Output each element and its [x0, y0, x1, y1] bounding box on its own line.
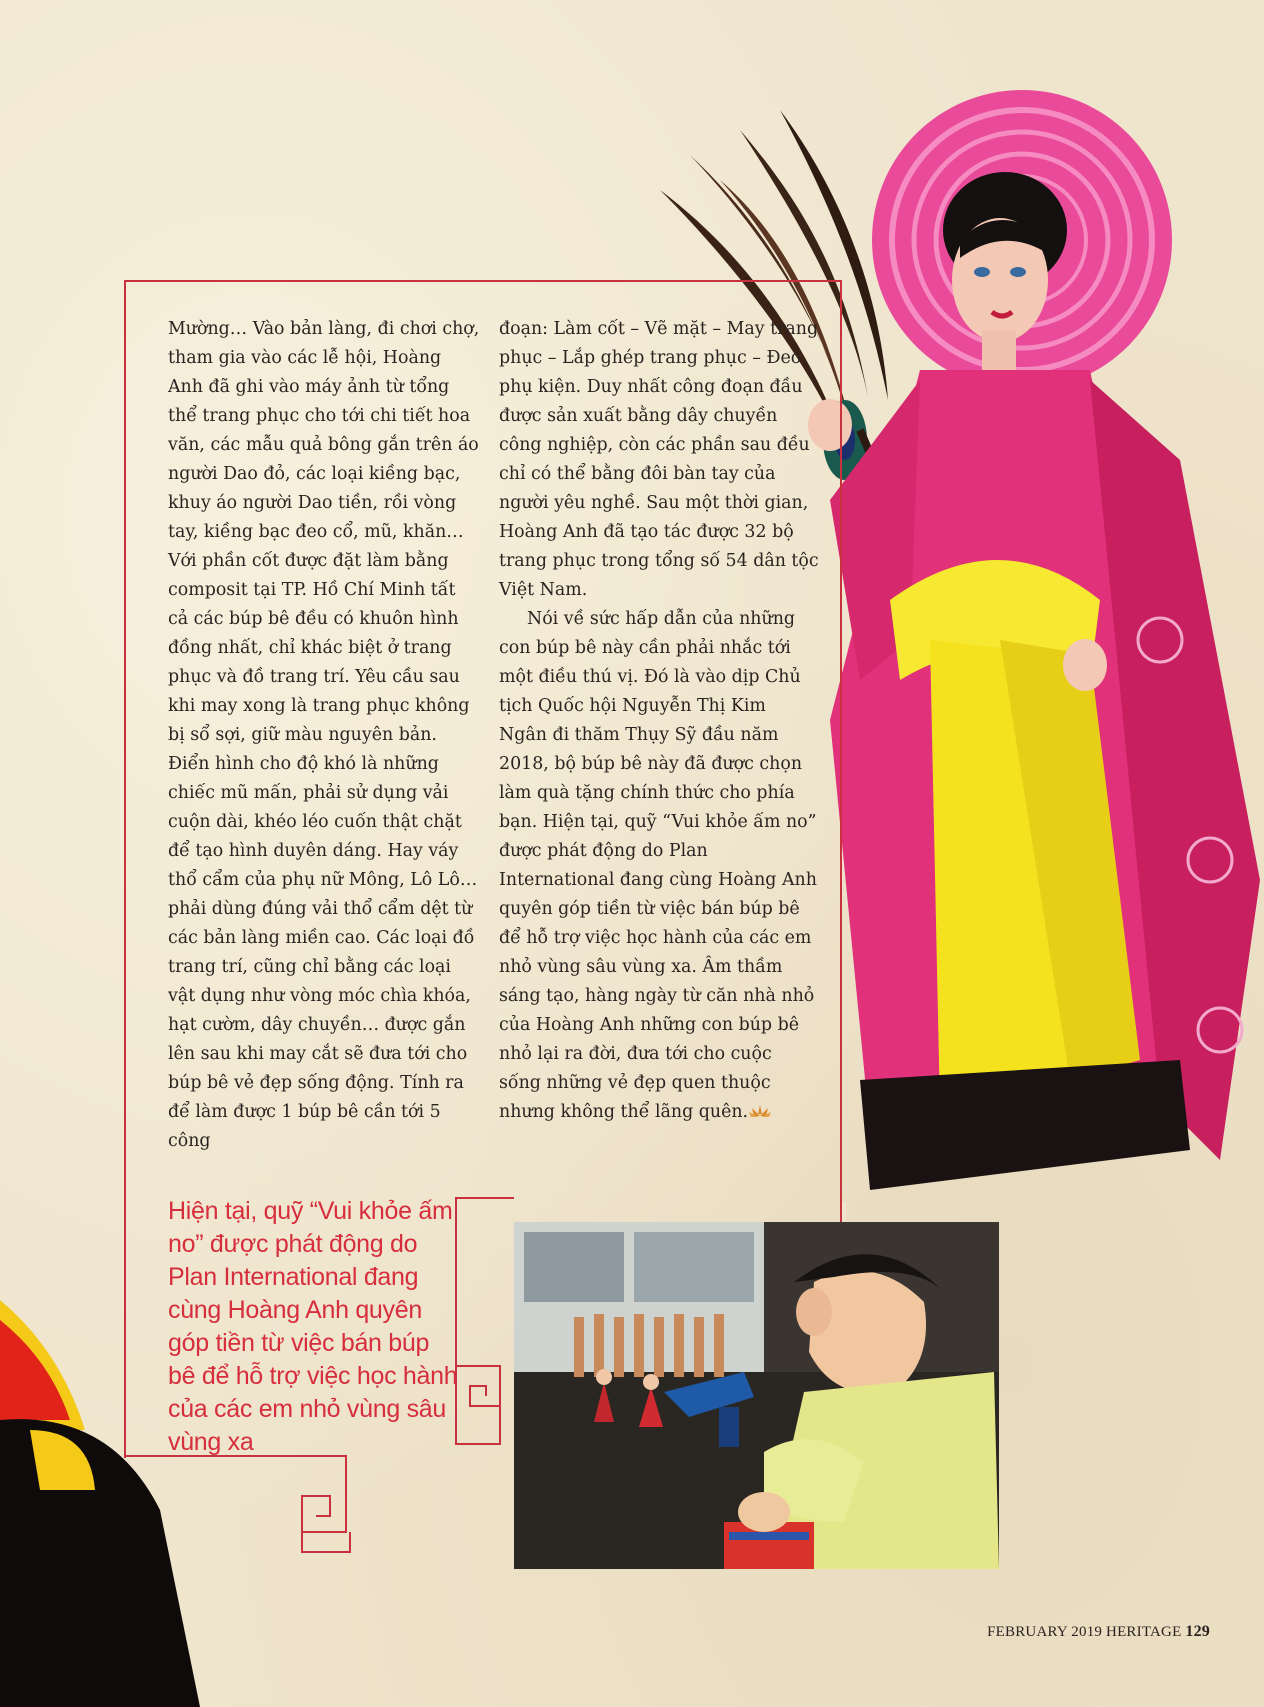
page-footer [960, 1623, 1210, 1641]
article-paragraph: đoạn: Làm cốt – Vẽ mặt – May trang phục – Lắp ghép trang phục – Đeo phụ kiện. Duy nhất công đoạn đầu được sản xuất bằng dây chuyền công nghiệp, còn các phần sau đều chỉ có thể bằng đôi bàn tay của người yêu nghề. Sau một thời gian, Hoàng Anh đã tạo tác được 32 bộ trang phục trong tổng số 54 dân tộc Việt Nam. [499, 319, 819, 600]
artisan-photo [514, 1222, 999, 1569]
spiral-corner-ornament-icon [124, 1440, 354, 1560]
spiral-corner-ornament-icon [446, 1196, 516, 1456]
article-paragraph: Mường… Vào bản làng, đi chơi chợ, tham gia vào các lễ hội, Hoàng Anh đã ghi vào máy ảnh từ tổng thể trang phục cho tới chi tiết hoa văn, các mẫu quả bông gắn trên áo người Dao đỏ, các loại kiềng bạc, khuy áo người Dao tiền, rồi vòng tay, kiềng bạc đeo cổ, mũ, khăn… Với phần cốt được đặt làm bằng composit tại TP. Hồ Chí Minh tất cả các búp bê đều có khuôn hình đồng nhất, chỉ khác biệt ở trang phục và đồ trang trí. Yêu cầu sau khi may xong là trang phục không bị sổ sợi, giữ màu nguyên bản. Điển hình cho độ khó là những chiếc mũ mấn, phải sử dụng vải cuộn dài, khéo léo cuốn thật chặt để tạo hình duyên dáng. Hay váy thổ cẩm của phụ nữ Mông, Lô Lô… phải dùng đúng vải thổ cẩm dệt từ các bản làng miền cao. Các loại đồ trang trí, cũng chỉ bằng các loại vật dụng như vòng móc chìa khóa, hạt cườm, dây chuyền… được gắn lên sau khi may cắt sẽ đưa tới cho búp bê vẻ đẹp sống động. Tính ra để làm được 1 búp bê cần tới 5 công [168, 319, 480, 1151]
article-paragraph-text: Nói về sức hấp dẫn của những con búp bê này cần phải nhắc tới một điều thú vị. Đó là vào dịp Chủ tịch Quốc hội Nguyễn Thị Kim Ngân đi thăm Thụy Sỹ đầu năm 2018, bộ búp bê này đã được chọn làm quà tặng chính thức cho phía bạn. Hiện tại, quỹ “Vui khỏe ấm no” được phát động do Plan International đang cùng Hoàng Anh quyên góp tiền từ việc bán búp bê để hỗ trợ việc học hành của các em nhỏ vùng sâu vùng xa. Âm thầm sáng tạo, hàng ngày từ căn nhà nhỏ của Hoàng Anh những con búp bê nhỏ lại ra đời, đưa tới cho cuộc sống những vẻ đẹp quen thuộc nhưng không thể lãng quên. [499, 609, 817, 1122]
lotus-end-mark-icon [748, 1104, 772, 1118]
page-number: 129 [1185, 1623, 1210, 1640]
issue-label: FEBRUARY 2019 HERITAGE [987, 1624, 1182, 1640]
article-paragraph-ending [499, 605, 819, 1127]
article-column-1 [168, 315, 480, 1156]
article-column-2 [499, 315, 819, 1127]
pull-quote: Hiện tại, quỹ “Vui khỏe ấm no” được phát động do Plan International đang cùng Hoàng Anh quyên góp tiền từ việc bán búp bê để hỗ trợ việc học hành của các em nhỏ vùng sâu vùng xa [168, 1197, 458, 1456]
ao-dai-illustration [830, 370, 1260, 1190]
